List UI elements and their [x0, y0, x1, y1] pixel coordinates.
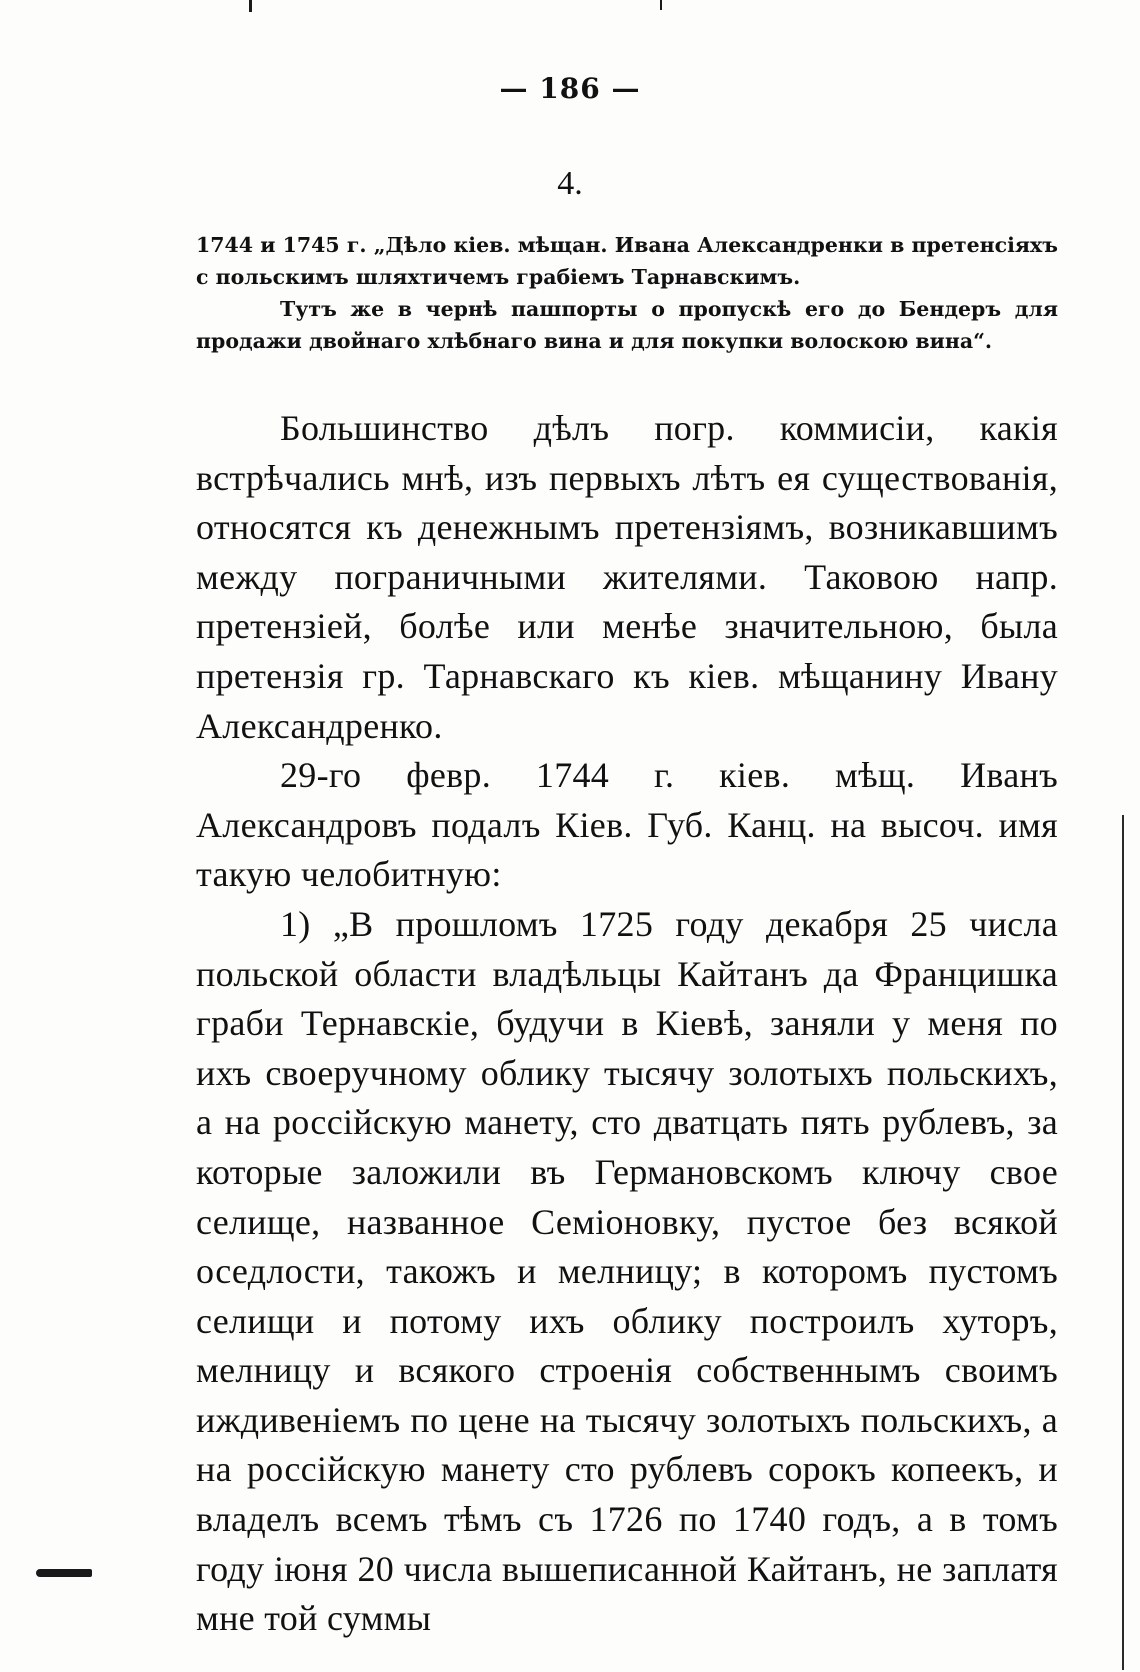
page-number: — 186 — — [499, 72, 641, 105]
scan-edge-line — [1122, 815, 1124, 1670]
document-title: 1744 и 1745 г. „Дѣло кiев. мѣщан. Ивана Александренки в претенсiяхъ с польскимъ шляхтичемъ грабiемъ Тарнавскимъ. — [196, 233, 1058, 289]
document-header — [196, 229, 1058, 357]
scan-artifact-mark — [249, 0, 252, 12]
paragraph: 29-го февр. 1744 г. кiев. мѣщ. Иванъ Александровъ подалъ Кiев. Губ. Канц. на высоч. имя такую челобитную: — [196, 755, 1058, 895]
scan-artifact-mark — [660, 0, 662, 10]
body-text — [196, 404, 1058, 1644]
scan-artifact-mark — [36, 1569, 92, 1577]
petition-quote: 1) „В прошломъ 1725 году декабря 25 числа польской области владѣльцы Кайтанъ да Францишка граби Тернавскiе, будучи в Кiевѣ, заняли у меня по ихъ своеручному облику тысячу золотыхъ польскихъ, а на россiйскую манету, сто дватцать пять рублевъ, за которые заложили въ Германовскомъ ключу свое селище, названное Семiоновку, пустое без всякой оседлости, такожъ и мелницу; в которомъ пустомъ селищи и потому ихъ облику построилъ хуторъ, мелницу и всякого строенiя собственнымъ своимъ иждивенiемъ по цене на тысячу золотыхъ польскихъ, а на россiйскую манету сто рублевъ сорокъ копеекъ, и владелъ всемъ тѣмъ съ 1726 по 1740 годъ, а в томъ году iюня 20 числа вышеписанной Кайтанъ, не заплатя мне той суммы — [196, 903, 1058, 1639]
paragraph: Большинство дѣлъ погр. коммисiи, какiя встрѣчались мнѣ, изъ первыхъ лѣтъ ея существованiя, относятся къ денежнымъ претензiямъ, возникавшимъ между пограничными жителями. Таковою напр. претензiей, болѣе или менѣе значительною, была претензiя гр. Тарнавскаго къ кiев. мѣщанину Ивану Александренко. — [196, 408, 1058, 746]
document-subtitle: Тутъ же в чернѣ пашпорты о пропускѣ его до Бендеръ для продажи двойнаго хлѣбнаго вина и для покупки волоскою вина“. — [196, 297, 1058, 353]
section-number: 4. — [557, 165, 583, 202]
